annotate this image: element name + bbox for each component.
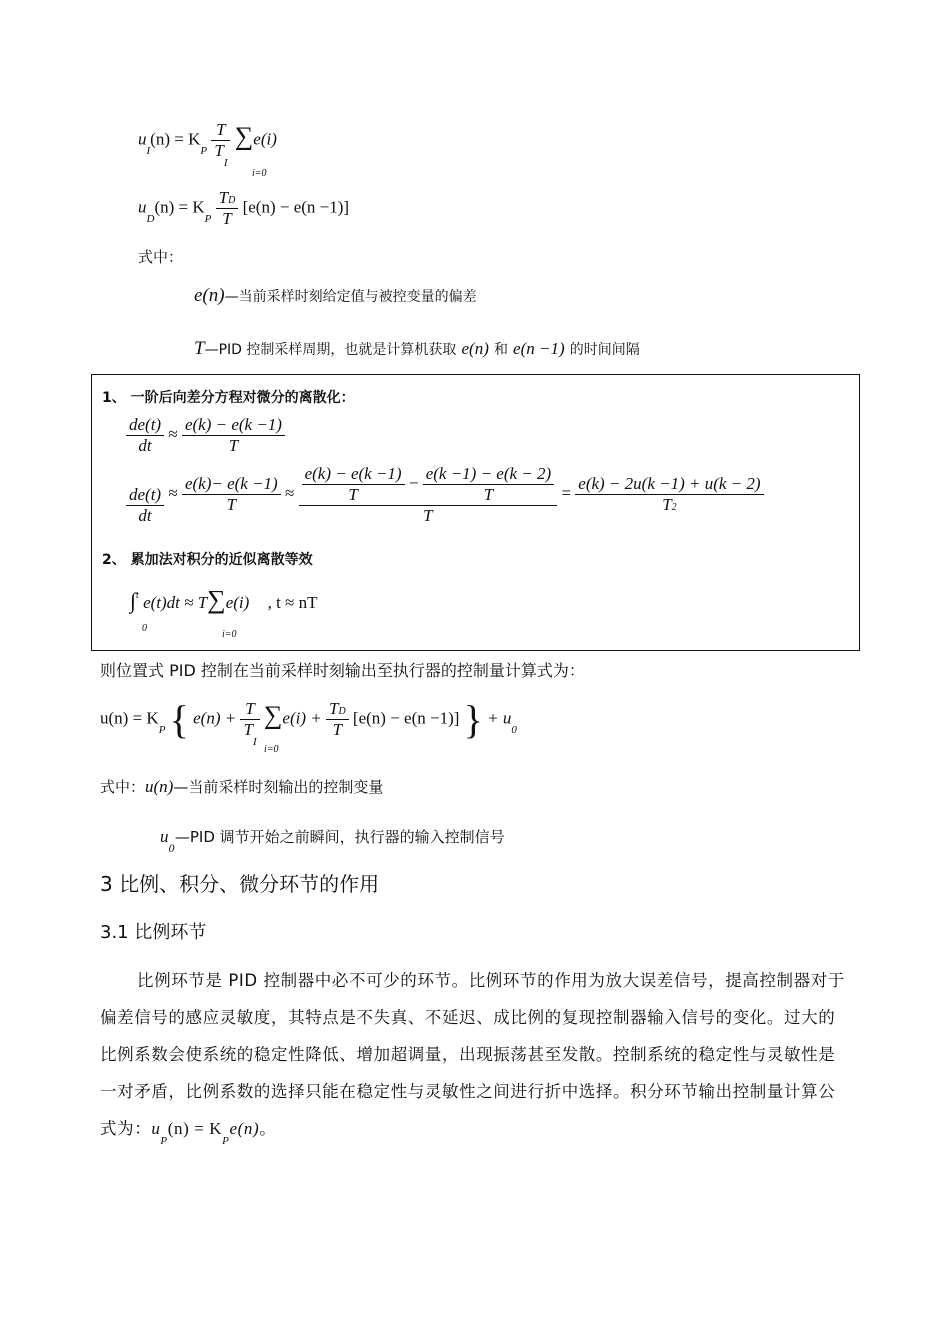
heading-section-3-1: 3.1 比例环节: [100, 922, 207, 943]
position-text: 则位置式 PID 控制在当前采样时刻输出至执行器的控制量计算式为：: [100, 661, 585, 680]
item1-heading: 1、 一阶后向差分方程对微分的离散化：: [102, 390, 355, 406]
sigma-index: i=0: [252, 168, 267, 179]
def-u0: $u_0—PID$ 调节开始之前瞬间，执行器的输入控制信号: [160, 827, 505, 855]
diff-formula-2: $\frac{de(t)}{dt}$ ≈ $\frac{e(k)- e(k -1)}{T}$ ≈ $\frac{e(k) - e(k -1)}{T}$ − $\frac{e(k -1) - e(k - 2)}{T}$ T = $\frac{e(k) - 2u(k -1) + u(k - 2)}{T2}$: [126, 463, 764, 526]
formula-ud: $u_D(n) = K_P$ $\frac{TD}{T}$ [e(n) − e(n −1)]: [138, 188, 350, 228]
heading-section-3: 3 比例、积分、微分环节的作用: [100, 872, 380, 896]
formula-ui: $u_I(n) = K_P$ $\frac{T}{T_I}$ ∑e(i) i=0: [138, 120, 277, 179]
integral-formula: ∫$^t$ e(t)dt ≈ T∑e(i) , t ≈ nT 0 i=0: [130, 585, 318, 640]
def-un: 式中：u(n)—当前采样时刻输出的控制变量: [100, 777, 384, 796]
un-sigma-index: i=0: [264, 744, 279, 755]
item2-heading: 2、 累加法对积分的近似离散等效: [102, 552, 313, 568]
paragraph-proportional: 比例环节是 PID 控制器中必不可少的环节。比例环节的作用为放大误差信号，提高控制器对于偏差信号的感应灵敏度，其特点是不失真、不延迟、成比例的复现控制器输入信号的变化。过大的比例系数会使系统的稳定性降低、增加超调量，出现振荡甚至发散。控制系统的稳定性与灵敏性是一对矛盾，比例系数的选择只能在稳定性与灵敏性之间进行折中选择。积分环节输出控制量计算公式为：$u_P(n) = K_Pe(n)$。: [100, 971, 845, 1147]
diff-formula-1: $\frac{de(t)}{dt}$ ≈ $\frac{e(k) - e(k -1)}{T}$: [126, 415, 285, 456]
where-label: 式中：: [138, 248, 184, 266]
formula-un: $u(n) = K_P$ { e(n) + $\frac{T}{T_I}$ ∑e(i) + $\frac{TD}{T}$ [e(n) − e(n −1)] } + $u_0$ i=0: [100, 697, 517, 755]
def-en: e(n)—当前采样时刻给定值与被控变量的偏差: [194, 285, 477, 306]
integral-lower: 0: [142, 623, 147, 634]
def-t: T—PID 控制采样周期，也就是计算机获取 e(n) 和 e(n −1) 的时间间隔: [194, 338, 640, 359]
integral-sigma-index: i=0: [222, 629, 237, 640]
discretization-box: [91, 374, 860, 651]
